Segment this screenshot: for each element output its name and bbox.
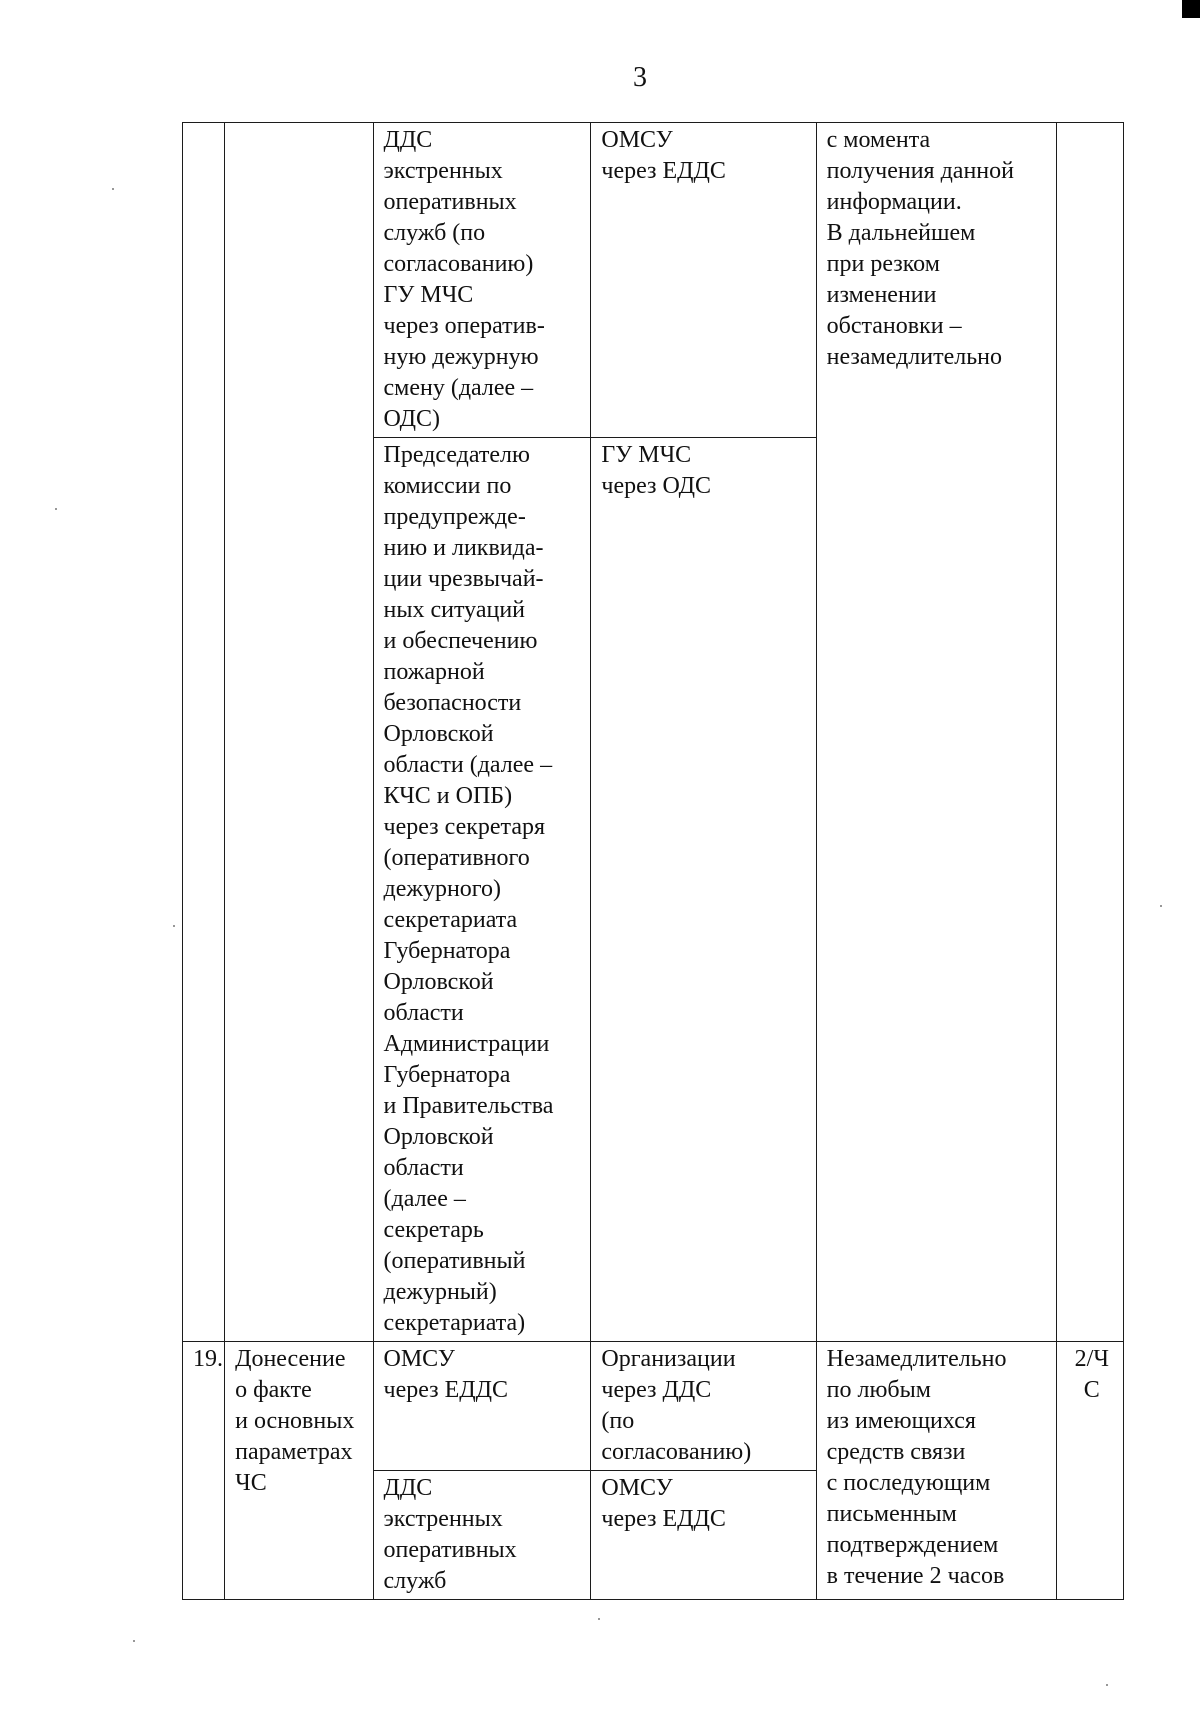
cell-recipient: Организации через ДДС (по согласованию) xyxy=(591,1342,816,1471)
scan-corner-mark xyxy=(1182,0,1200,18)
cell-event: Донесение о факте и основных параметрах ЧС xyxy=(225,1342,373,1600)
cell-code xyxy=(1056,123,1123,1342)
scan-speck xyxy=(55,508,57,510)
page-number: 3 xyxy=(633,62,647,93)
scan-speck xyxy=(173,925,175,927)
scan-speck xyxy=(598,1618,600,1620)
cell-sender: ДДС экстренных оперативных служб (по согласованию) ГУ МЧС через оператив- ную дежурную смену (далее – ОДС) xyxy=(373,123,591,438)
cell-deadline: Незамедлительно по любым из имеющихся средств связи с последующим письменным подтверждением в течение 2 часов xyxy=(816,1342,1056,1600)
table-row-19a xyxy=(183,1342,1124,1471)
cell-sender: Председателю комиссии по предупрежде- нию и ликвида- ции чрезвычай- ных ситуаций и обеспечению пожарной безопасности Орловской области (далее – КЧС и ОПБ) через секретаря (оперативного дежурного) секретариата Губернатора Орловской области Администрации Губернатора и Правительства Орловской области (далее – секретарь (оперативный дежурный) секретариата) xyxy=(373,438,591,1342)
cell-sender: ОМСУ через ЕДДС xyxy=(373,1342,591,1471)
table-row-continuation-a xyxy=(183,123,1124,438)
scan-speck xyxy=(1106,1684,1108,1686)
cell-recipient: ГУ МЧС через ОДС xyxy=(591,438,816,1342)
cell-code: 2/Ч С xyxy=(1056,1342,1123,1600)
scan-speck xyxy=(1160,905,1162,907)
scan-speck xyxy=(112,188,114,190)
cell-event xyxy=(225,123,373,1342)
cell-number xyxy=(183,123,225,1342)
reporting-table xyxy=(182,122,1124,1600)
cell-deadline: с момента получения данной информации. В дальнейшем при резком изменении обстановки – незамедлительно xyxy=(816,123,1056,1342)
cell-sender: ДДС экстренных оперативных служб xyxy=(373,1471,591,1600)
scan-speck xyxy=(133,1640,135,1642)
cell-number: 19. xyxy=(183,1342,225,1600)
cell-recipient: ОМСУ через ЕДДС xyxy=(591,123,816,438)
cell-recipient: ОМСУ через ЕДДС xyxy=(591,1471,816,1600)
